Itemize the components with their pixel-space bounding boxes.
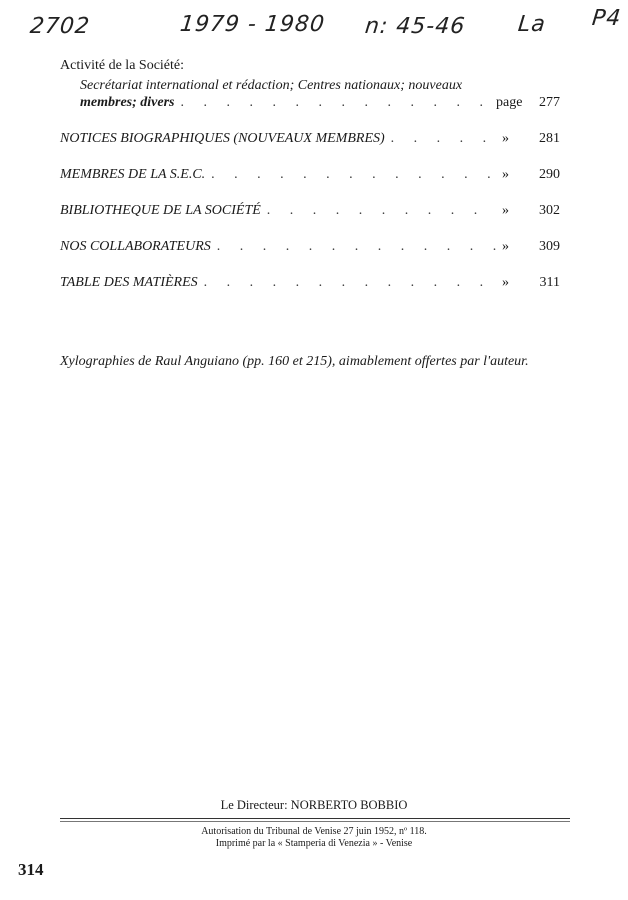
divider [60,821,570,822]
page-prefix: page [496,95,523,110]
section-title: Activité de la Société: [60,58,185,73]
handwritten-corner: P4 [590,6,623,31]
toc-entry-label: NOS COLLABORATEURS [60,239,211,254]
toc-entry [60,131,560,150]
page-number: 311 [539,275,560,290]
handwritten-issue: n: 45-46 [363,14,467,39]
page-number: 281 [539,131,560,146]
toc-entry-label: MEMBRES DE LA S.E.C. [60,167,206,182]
toc-entry [60,239,560,258]
toc-entry-label: NOTICES BIOGRAPHIQUES (NOUVEAUX MEMBRES) [60,131,385,146]
director-line: Le Directeur: NORBERTO BOBBIO [220,798,408,812]
handwritten-code: 2702 [28,14,92,39]
divider [60,818,570,819]
page-prefix: » [502,239,509,254]
dot-leader [180,95,490,111]
page-number: 309 [539,239,560,254]
dot-leader [391,131,496,147]
toc-entry-label: BIBLIOTHEQUE DE LA SOCIÉTÉ [60,203,261,218]
page-number: 277 [539,95,560,110]
section-subtitle: Secrétariat international et rédaction; Centres nationaux; nouveaux [80,78,463,93]
dot-leader [267,203,496,219]
toc-entry [60,95,560,114]
page-number-footer: 314 [18,860,44,879]
xylographies-note: Xylographies de Raul Anguiano (pp. 160 et 215), aimablement offertes par l'auteur. [60,354,529,369]
imprint [0,826,628,850]
page-prefix: » [502,203,509,218]
toc-entry [60,167,560,186]
page-number: 302 [539,203,560,218]
toc-entry-label: TABLE DES MATIÈRES [60,275,198,290]
page-number: 290 [539,167,560,182]
printer-line: Imprimé par la « Stamperia di Venezia » - Venise [215,838,413,849]
dot-leader [204,275,496,291]
page-prefix: » [502,131,509,146]
table-of-contents [60,58,560,311]
handwritten-years: 1979 - 1980 [178,12,327,37]
toc-entry-label: membres; divers [80,95,175,110]
authorization-line: Autorisation du Tribunal de Venise 27 juin 1952, nº 118. [201,826,427,837]
dot-leader [211,167,496,183]
page-prefix: » [502,167,509,182]
handwritten-mark: La [516,12,548,37]
dot-leader [217,239,496,255]
toc-entry [60,203,560,222]
page-prefix: » [502,275,509,290]
toc-entry [60,275,560,294]
